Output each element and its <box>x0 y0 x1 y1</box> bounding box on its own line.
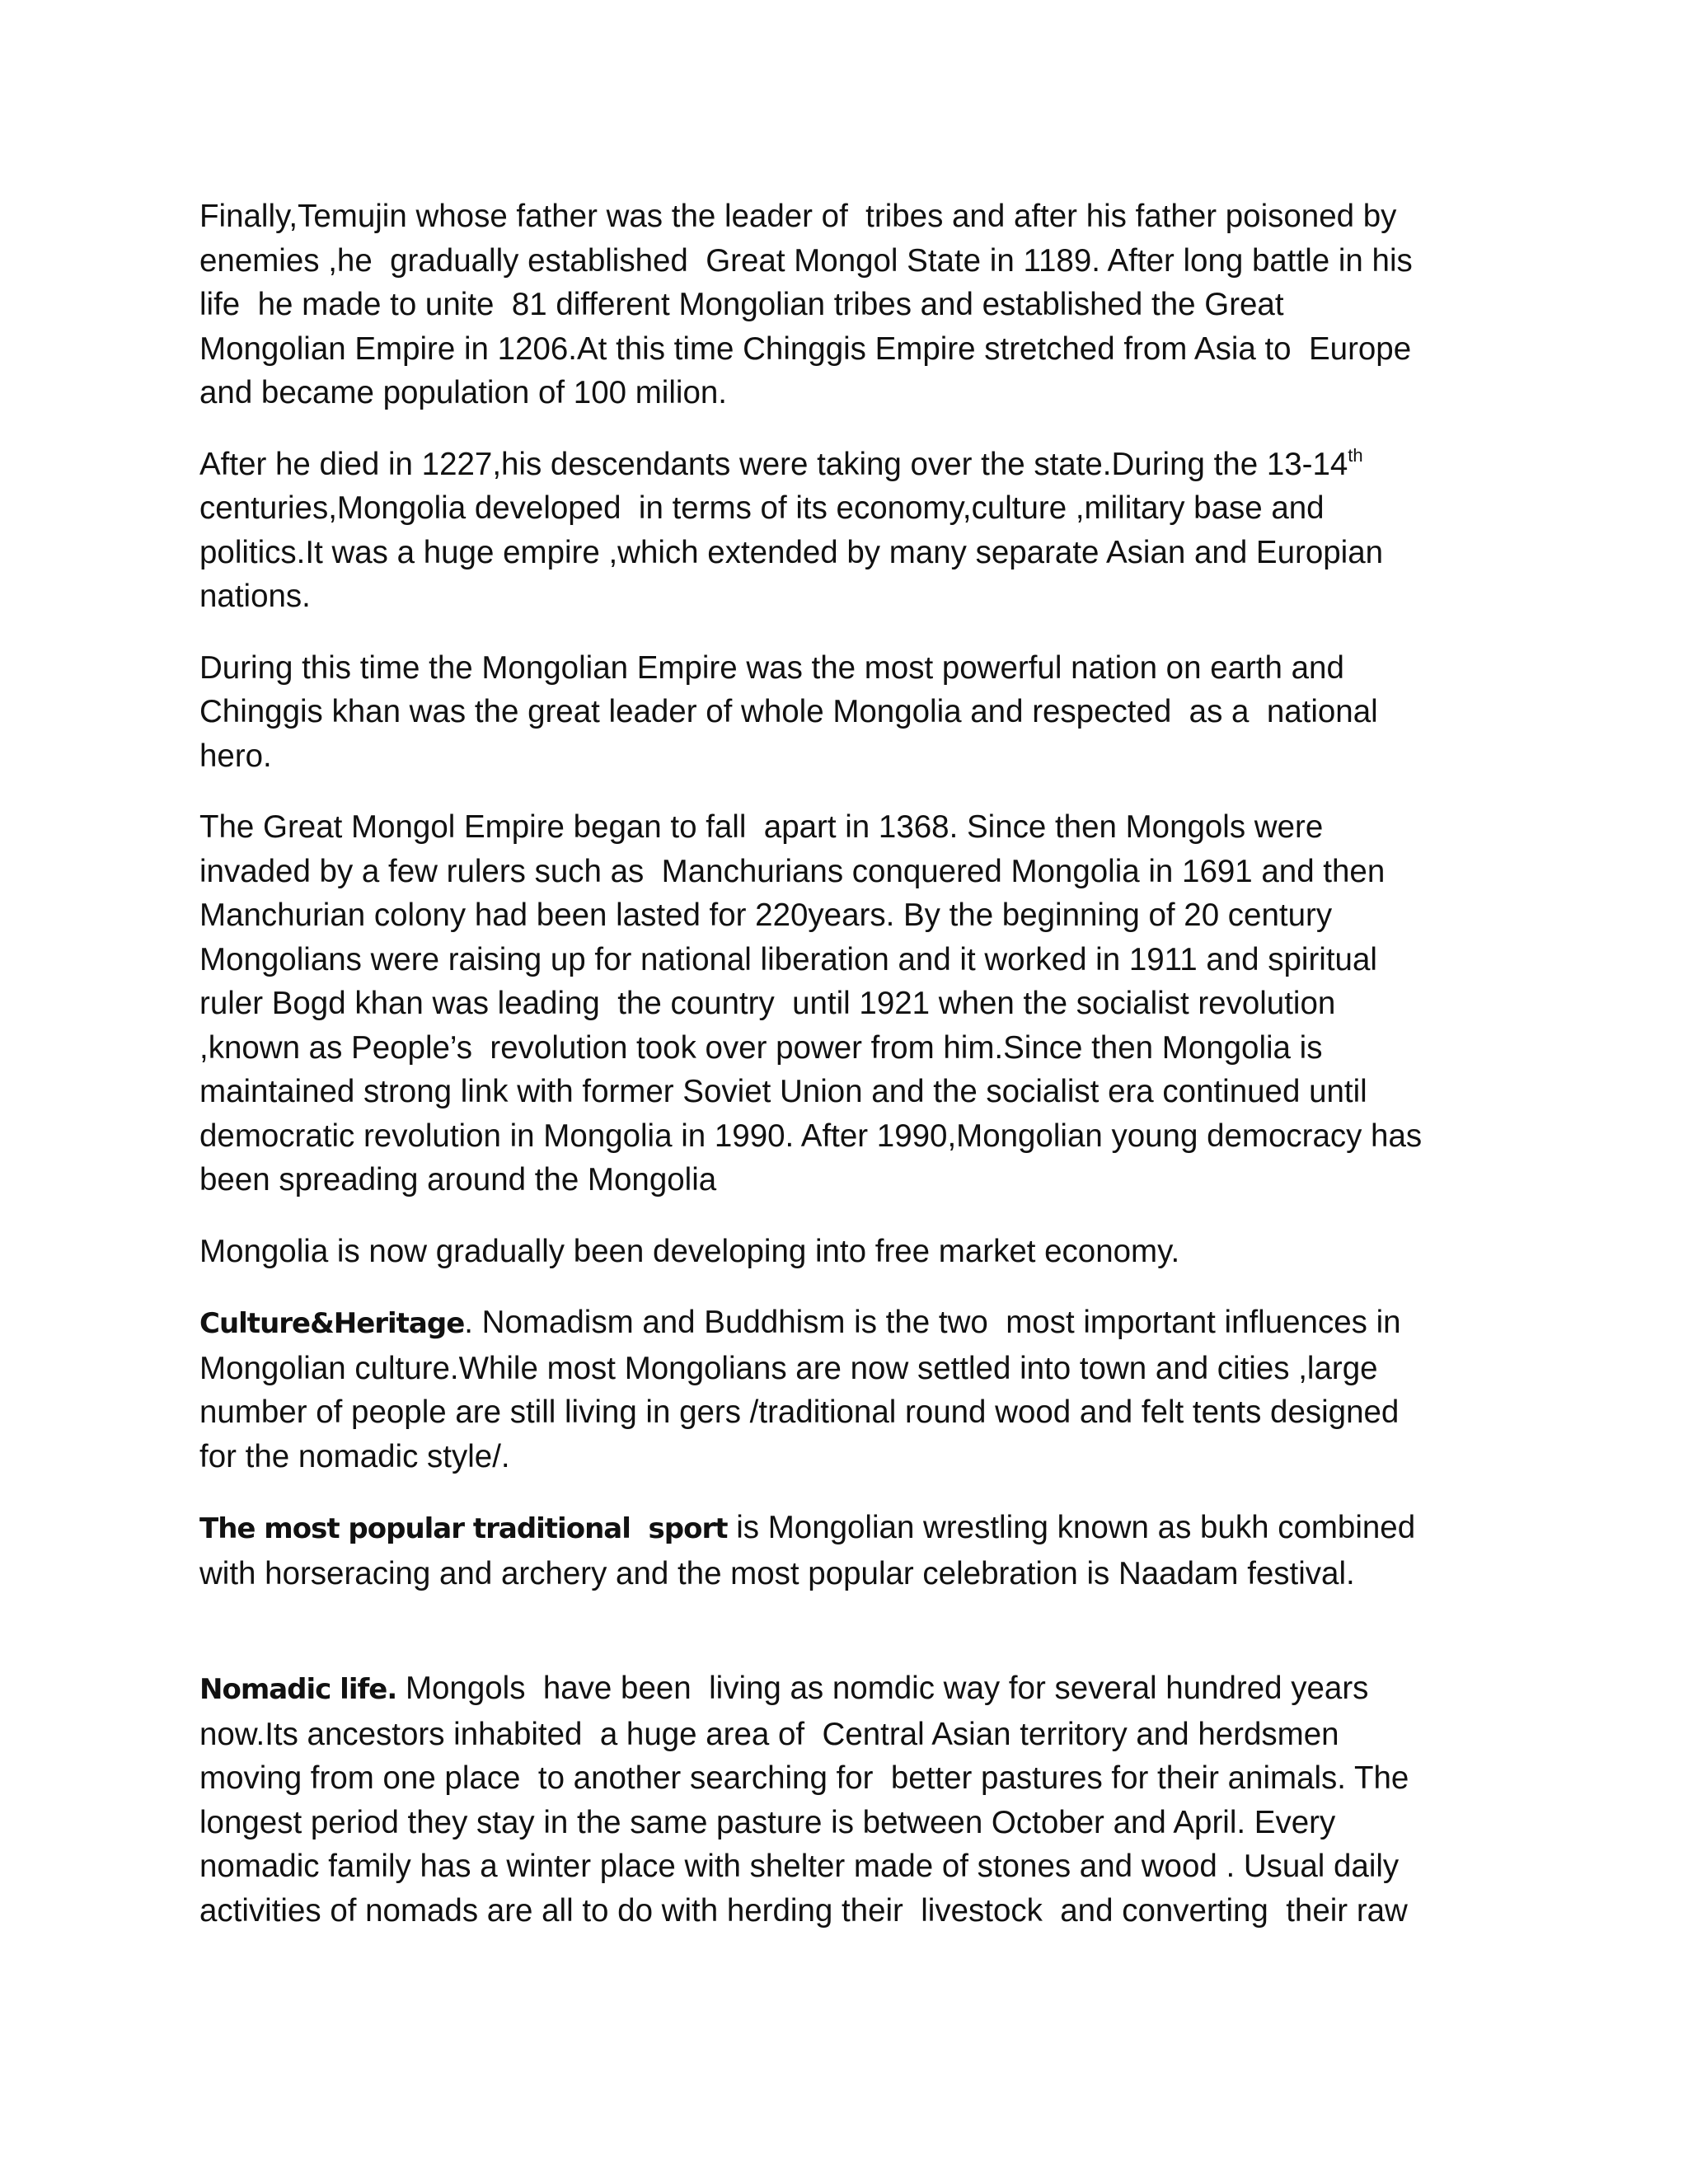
paragraph-traditional-sport <box>199 1506 1493 1596</box>
paragraph-market-economy <box>199 1230 1493 1274</box>
text-line: nomadic family has a winter place with shelter made of stones and wood . Usual daily <box>199 1849 1400 1884</box>
text-line <box>199 443 1493 487</box>
text-line: politics.It was a huge empire ,which extended by many separate Asian and Europian <box>199 534 1384 570</box>
text-line: Mongolia is now gradually been developing into free market economy. <box>199 1233 1180 1269</box>
text-line: Mongolians were raising up for national liberation and it worked in 1911 and spiritual <box>199 941 1377 977</box>
text-line: Mongolian Empire in 1206.At this time Chinggis Empire stretched from Asia to Europe <box>199 330 1412 367</box>
text-segment: is Mongolian wrestling known as bukh combined <box>727 1510 1416 1545</box>
text-line <box>199 1301 1493 1347</box>
text-line: been spreading around the Mongolia <box>199 1162 717 1197</box>
text-segment: After he died in 1227,his descendants were taking over the state.During the 13-14 <box>199 446 1348 482</box>
text-line: invaded by a few rulers such as Manchurians conquered Mongolia in 1691 and then <box>199 853 1386 889</box>
document-body <box>199 194 1493 1960</box>
text-line: for the nomadic style/. <box>199 1438 510 1474</box>
text-line: Manchurian colony had been lasted for 220years. By the beginning of 20 century <box>199 898 1333 933</box>
text-line: enemies ,he gradually established Great Mongol State in 1189. After long battle in his <box>199 242 1413 279</box>
text-line: Finally,Temujin whose father was the leader of tribes and after his father poisoned by <box>199 199 1397 234</box>
text-line: hero. <box>199 738 272 774</box>
text-line <box>199 1666 1493 1713</box>
text-line: ,known as People’s revolution took over power from him.Since then Mongolia is <box>199 1029 1323 1066</box>
paragraph-powerful-nation <box>199 646 1493 779</box>
text-line: ruler Bogd khan was leading the country until 1921 when the socialist revolution <box>199 986 1336 1021</box>
blank-line <box>199 1623 1493 1666</box>
text-line: maintained strong link with former Soviet Union and the socialist era continued until <box>199 1074 1367 1109</box>
section-heading-nomadic: Nomadic life. <box>199 1673 397 1706</box>
text-line: nations. <box>199 579 311 614</box>
text-line: moving from one place to another searching for better pastures for their animals. The <box>199 1760 1409 1796</box>
text-line <box>199 1506 1493 1552</box>
text-line: longest period they stay in the same pasture is between October and April. Every <box>199 1804 1336 1840</box>
text-line: Mongolian culture.While most Mongolians are now settled into town and cities ,large <box>199 1350 1378 1386</box>
text-line: The Great Mongol Empire began to fall apart in 1368. Since then Mongols were <box>199 809 1324 845</box>
section-heading-sport: The most popular traditional sport <box>199 1512 728 1545</box>
text-line: and became population of 100 milion. <box>199 375 727 410</box>
paragraph-nomadic-life <box>199 1666 1493 1933</box>
paragraph-empire-fall <box>199 805 1493 1202</box>
paragraph-culture-heritage <box>199 1301 1493 1479</box>
text-line: activities of nomads are all to do with herding their livestock and converting their raw <box>199 1892 1408 1929</box>
text-segment: Mongols have been living as nomdic way for several hundred years <box>396 1671 1369 1706</box>
text-line: Chinggis khan was the great leader of whole Mongolia and respected as a national <box>199 694 1378 729</box>
superscript-th: th <box>1348 444 1363 466</box>
text-line: democratic revolution in Mongolia in 1990. After 1990,Mongolian young democracy has <box>199 1118 1423 1154</box>
text-line: centuries,Mongolia developed in terms of its economy,culture ,military base and <box>199 490 1325 526</box>
text-segment: . Nomadism and Buddhism is the two most important influences in <box>464 1305 1401 1340</box>
paragraph-temujin <box>199 194 1493 415</box>
text-line: number of people are still living in gers /traditional round wood and felt tents designed <box>199 1394 1400 1430</box>
paragraph-descendants <box>199 443 1493 619</box>
section-heading-culture: Culture&Heritage <box>199 1307 465 1340</box>
text-line: During this time the Mongolian Empire was the most powerful nation on earth and <box>199 649 1344 686</box>
text-line: now.Its ancestors inhabited a huge area of Central Asian territory and herdsmen <box>199 1716 1339 1752</box>
text-line: life he made to unite 81 different Mongolian tribes and established the Great <box>199 287 1284 322</box>
text-line: with horseracing and archery and the most popular celebration is Naadam festival. <box>199 1555 1355 1591</box>
